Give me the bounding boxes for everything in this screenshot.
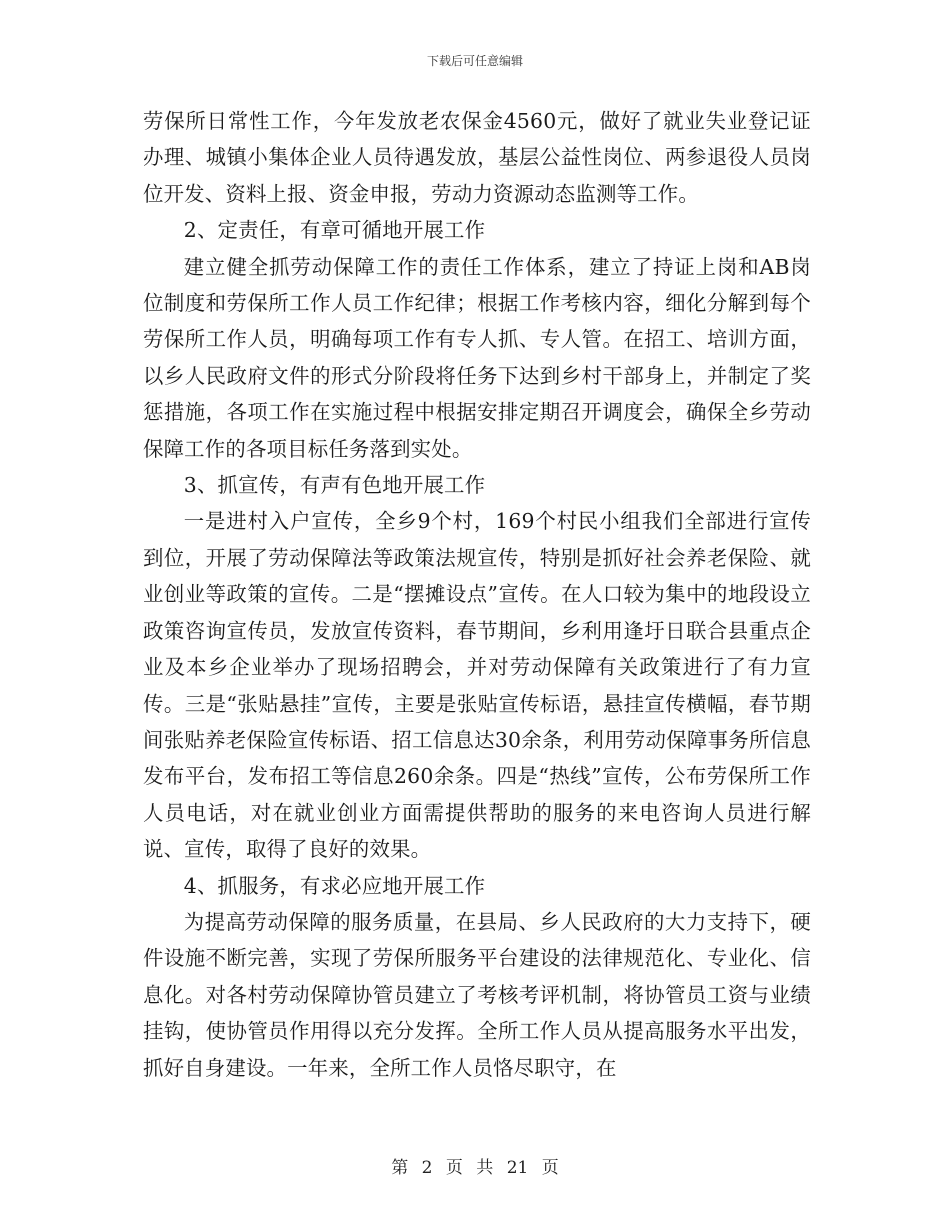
page-unit: 页 (445, 1158, 463, 1178)
document-body (143, 103, 811, 1086)
section-heading-3: 3、抓宣传，有声有色地开展工作 (183, 473, 486, 498)
page-header: 下载后可任意编辑 (426, 54, 523, 68)
paragraph-service: 为提高劳动保障的服务质量，在县局、乡人民政府的大力支持下，硬件设施不断完善，实现了劳保所服务平台建设的法律规范化、专业化、信息化。对各村劳动保障协管员建立了考核考评机制，将协管员工资与业绩挂钩，使协管员作用得以充分发挥。全所工作人员从提高服务水平出发，抓好自身建设。一年来，全所工作人员恪尽职守，在 (143, 909, 811, 1080)
page-label: 第 (391, 1158, 409, 1178)
section-heading-2: 2、定责任，有章可循地开展工作 (183, 218, 486, 243)
total-unit: 页 (541, 1158, 559, 1178)
paragraph-responsibility: 建立健全抓劳动保障工作的责任工作体系，建立了持证上岗和AB岗位制度和劳保所工作人员工作纪律；根据工作考核内容，细化分解到每个劳保所工作人员，明确每项工作有专人抓、专人管。在招工、培训方面，以乡人民政府文件的形式分阶段将任务下达到乡村干部身上，并制定了奖惩措施，各项工作在实施过程中根据安排定期召开调度会，确保全乡劳动保障工作的各项目标任务落到实处。 (143, 254, 811, 461)
section-heading-4: 4、抓服务，有求必应地开展工作 (183, 873, 486, 898)
page-footer (0, 1153, 950, 1178)
page-number: 2 (421, 1158, 433, 1178)
total-label: 共 (476, 1158, 494, 1178)
paragraph-continued: 劳保所日常性工作，今年发放老农保金4560元，做好了就业失业登记证办理、城镇小集体企业人员待遇发放，基层公益性岗位、两参退役人员岗位开发、资料上报、资金申报，劳动力资源动态监测等工作。 (143, 109, 811, 206)
paragraph-publicity: 一是进村入户宣传，全乡9个村，169个村民小组我们全部进行宣传到位，开展了劳动保障法等政策法规宣传，特别是抓好社会养老保险、就业创业等政策的宣传。二是“摆摊设点”宣传。在人口较为集中的地段设立政策咨询宣传员，发放宣传资料，春节期间，乡利用逢圩日联合县重点企业及本乡企业举办了现场招聘会，并对劳动保障有关政策进行了有力宣传。三是“张贴悬挂”宣传，主要是张贴宣传标语，悬挂宣传横幅，春节期间张贴养老保险宣传标语、招工信息达30余条，利用劳动保障事务所信息发布平台，发布招工等信息260余条。四是“热线”宣传，公布劳保所工作人员电话，对在就业创业方面需提供帮助的服务的来电咨询人员进行解说、宣传，取得了良好的效果。 (143, 509, 811, 862)
total-pages: 21 (506, 1158, 529, 1178)
